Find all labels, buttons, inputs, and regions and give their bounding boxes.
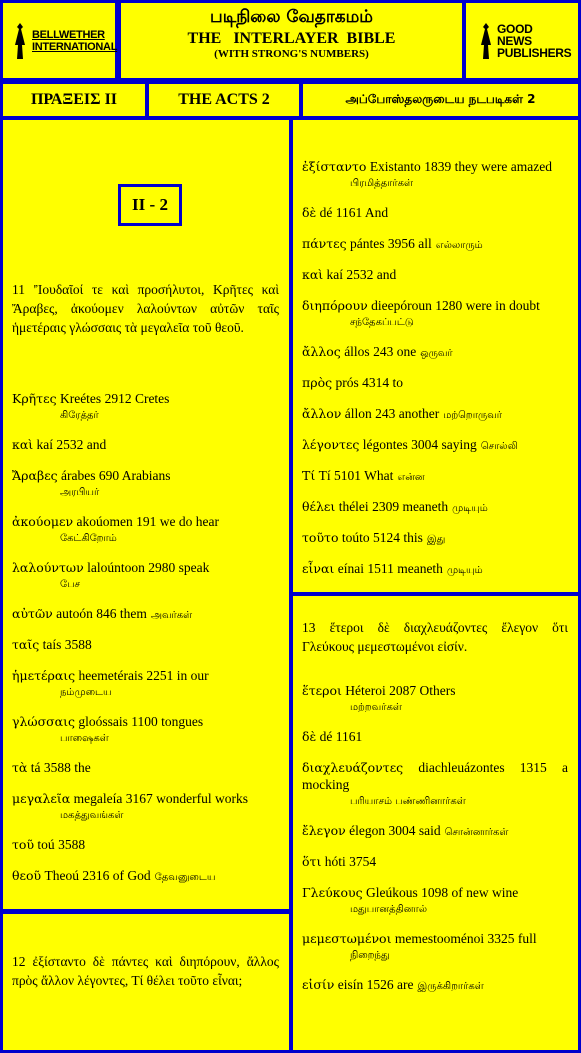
tamil-gloss [388,209,392,220]
greek-word: δὲ [302,729,317,744]
tamil-gloss [403,379,407,390]
transliteration: hóti [324,854,346,869]
english-gloss: full [517,931,537,946]
greek-word: ἔλεγον [302,823,346,838]
verse-12-text: 12 ἐξίσταντο δὲ πάντες καὶ διηπόρουν, ἄλλος πρὸς ἄλλον λέγοντες, Τί θέλει τοῦτο εἶναι; [12,954,279,988]
greek-word: ταῖς [12,637,40,652]
tamil-gloss: ஒருவர் [420,348,453,359]
strongs-number: 690 [98,468,120,483]
transliteration: heemetérais [78,668,144,683]
tamil-gloss: என்ன [397,472,425,483]
word-entry [302,976,568,995]
word-entry [302,853,568,872]
transliteration: diachleuázontes [418,760,505,775]
tamil-gloss: சொல்லி [480,441,518,452]
transliteration: dieepóroun [371,298,432,313]
strongs-number: 3167 [125,791,153,806]
transliteration: akoúomen [76,514,133,529]
greek-word: διηπόρουν [302,298,368,313]
transliteration: Theoú [44,868,80,883]
greek-word: πάντες [302,236,347,251]
greek-word: γλώσσαις [12,714,75,729]
word-entry [12,513,279,547]
verse-11-panel [0,117,292,912]
strongs-number: 1161 [335,205,363,220]
word-entry [12,559,279,593]
greek-word: λαλούντων [12,560,84,575]
figure-icon [10,21,30,61]
strongs-number: 1839 [424,159,452,174]
transliteration: élegon [349,823,386,838]
verse-11-word-list [12,390,279,898]
title-tamil: படிநிலை வேதாகமம் [210,7,373,27]
verse-12-word-list [302,158,568,591]
word-entry [12,636,279,655]
tamil-gloss: அவர்கள் [150,610,193,621]
english-gloss: this [403,530,423,545]
title-english: THE INTERLAYER BIBLE [187,30,396,47]
word-entry [302,343,568,362]
greek-word: ἕτεροι [302,683,342,698]
verse-11-text: 11 'Ἰουδαῖοί τε καὶ προσήλυτοι, Κρῆτες καὶ Ἄραβες, ἀκούομεν λαλούντων αὐτῶν ταῖς ἡμετέραις γλώσσαις τὰ μεγαλεῖα τοῦ θεοῦ. [12,282,279,335]
english-gloss: them [119,606,147,621]
tamil-gloss [362,733,366,744]
greek-word: ἄλλον [302,406,342,421]
greek-word: τὰ [12,760,28,775]
tamil-gloss: நம்முடைய [60,687,112,698]
word-entry [302,682,568,716]
greek-word: πρὸς [302,375,333,390]
english-gloss: the [74,760,91,775]
strongs-number: 2980 [148,560,176,575]
word-entry [302,467,568,486]
greek-word: τοῦ [12,837,35,852]
tamil-gloss: அரபியர் [60,487,100,498]
transliteration: légontes [362,437,408,452]
tamil-gloss: பேச [60,579,81,590]
word-entry [12,667,279,701]
tamil-gloss: தேவனுடைய [154,872,216,883]
strongs-number: 1100 [131,714,158,729]
transliteration: taís [42,637,62,652]
english-gloss: What [364,468,394,483]
verse-13-panel [290,593,581,1053]
transliteration: dé [319,729,333,744]
english-gloss: and [376,267,397,282]
transliteration: pántes [350,236,385,251]
transliteration: toúto [341,530,370,545]
greek-word: διαχλευάζοντες [302,760,404,775]
strongs-number: 2912 [104,391,132,406]
transliteration: állos [344,344,370,359]
english-gloss: were in doubt [465,298,540,313]
transliteration: állon [344,406,372,421]
strongs-number: 1526 [366,977,394,992]
tamil-gloss: மகத்துவங்கள் [60,810,124,821]
greek-word: εἰσίν [302,977,335,992]
greek-word: ἐξίσταντο [302,159,367,174]
word-entry [12,713,279,747]
book-tamil: அப்போஸ்தலருடைய நடபடிகள் 2 [300,81,581,119]
tamil-gloss [376,858,380,869]
greek-word: ἄλλος [302,344,341,359]
transliteration: Héteroi [345,683,386,698]
strongs-number: 2087 [389,683,417,698]
word-entry [302,405,568,424]
strongs-number: 3588 [58,837,86,852]
english-gloss: And [364,205,389,220]
greek-word: εἶναι [302,561,335,576]
greek-word: Τί [302,468,316,483]
transliteration: laloúntoon [87,560,145,575]
book-greek: ΠΡΑΞΕΙΣ ΙΙ [0,81,148,119]
greek-word: θέλει [302,499,336,514]
english-gloss: of God [112,868,151,883]
english-gloss: are [397,977,414,992]
strongs-number: 2532 [56,437,84,452]
strongs-number: 191 [136,514,157,529]
word-entry [12,467,279,501]
greek-word: τοῦτο [302,530,339,545]
tamil-gloss [396,271,400,282]
transliteration: prós [335,375,359,390]
tamil-gloss: கிரேத்தர் [60,410,99,421]
english-gloss: they were amazed [454,159,553,174]
word-entry [12,867,279,886]
goodnews-logo [463,0,581,81]
book-english: THE ACTS 2 [146,81,302,119]
verse-12-words-panel [290,117,581,595]
strongs-number: 1098 [421,885,449,900]
greek-word: μεγαλεῖα [12,791,71,806]
english-gloss: tongues [161,714,204,729]
transliteration: Tí [318,468,331,483]
title-block [118,0,465,81]
tamil-gloss: இது [426,534,446,545]
tamil-gloss: பரியாசம் பண்ணினார்கள் [350,796,466,807]
tamil-gloss: முடியும் [452,503,488,514]
word-entry [302,235,568,254]
transliteration: eisín [337,977,364,992]
greek-word: μεμεστωμένοι [302,931,392,946]
transliteration: gloóssais [78,714,128,729]
strongs-number: 3588 [64,637,92,652]
english-gloss: speak [178,560,210,575]
greek-word: δὲ [302,205,317,220]
word-entry [12,605,279,624]
english-gloss: and [86,437,107,452]
english-gloss: we do hear [159,514,219,529]
transliteration: dé [319,205,333,220]
strongs-number: 3325 [487,931,515,946]
transliteration: tá [30,760,41,775]
word-entry [12,759,279,778]
strongs-number: 3956 [387,236,415,251]
tamil-gloss [85,841,89,852]
transliteration: eínai [337,561,364,576]
word-entry [302,884,568,918]
english-gloss: Arabians [121,468,171,483]
transliteration: árabes [61,468,96,483]
greek-word: Ἄραβες [12,468,58,483]
strongs-number: 4314 [362,375,390,390]
transliteration: autoón [56,606,93,621]
tamil-gloss: முடியும் [446,565,483,576]
word-entry [302,822,568,841]
word-entry [302,728,568,747]
transliteration: kaí [326,267,344,282]
word-entry [302,529,568,548]
strongs-number: 2532 [346,267,374,282]
word-entry [302,158,568,192]
strongs-number: 2309 [372,499,400,514]
strongs-number: 243 [373,344,394,359]
strongs-number: 3588 [43,760,71,775]
transliteration: toú [37,837,55,852]
tamil-gloss: பிரமித்தார்கள் [350,178,414,189]
strongs-number: 1161 [335,729,363,744]
tamil-gloss: சொன்னார்கள் [444,827,509,838]
tamil-gloss: மதுபானத்தினால் [350,904,428,915]
tamil-gloss: நிறைந்து [350,950,390,961]
strongs-number: 2251 [146,668,174,683]
word-entry [302,759,568,810]
word-entry [12,790,279,824]
chapter-label: II - 2 [118,184,182,226]
english-gloss: one [396,344,417,359]
greek-word: αὐτῶν [12,606,53,621]
english-gloss: another [398,406,440,421]
word-entry [12,390,279,424]
greek-word: Κρῆτες [12,391,57,406]
english-gloss: Others [419,683,456,698]
strongs-number: 1511 [367,561,394,576]
english-gloss: of new wine [451,885,519,900]
greek-word: ὅτι [302,854,322,869]
english-gloss: wonderful works [156,791,248,806]
transliteration: Gleúkous [365,885,418,900]
greek-word: καὶ [12,437,34,452]
strongs-number: 5124 [373,530,400,545]
strongs-number: 1315 [519,760,547,775]
english-gloss: said [418,823,441,838]
tamil-gloss: கேட்கிறோம் [60,533,117,544]
tamil-gloss [91,764,95,775]
verse-13-text: 13 ἕτεροι δὲ διαχλευάζοντες ἔλεγον ὅτι Γλεύκους μεμεστωμένοι εἰσίν. [302,620,568,654]
tamil-gloss: இருக்கிறார்கள் [417,981,484,992]
tamil-gloss: எல்லாரும் [435,240,483,251]
word-entry [302,266,568,285]
english-gloss: Cretes [134,391,170,406]
tamil-gloss: மற்றவர்கள் [350,702,402,713]
strongs-number: 3754 [349,854,377,869]
transliteration: thélei [338,499,369,514]
figure-icon [477,21,495,61]
transliteration: megaleía [73,791,123,806]
word-entry [12,436,279,455]
word-entry [302,560,568,579]
word-entry [302,204,568,223]
verse-13-word-list [302,682,568,1007]
word-entry [302,930,568,964]
tamil-gloss [92,641,96,652]
strongs-number: 5101 [334,468,361,483]
title-sub: (WITH STRONG'S NUMBERS) [214,48,369,60]
tamil-gloss: மற்றொருவர் [443,410,503,421]
word-entry [302,374,568,393]
greek-word: ἡμετέραις [12,668,76,683]
word-entry [302,436,568,455]
right-logo-text: GOOD NEWS PUBLISHERS [497,21,572,60]
greek-word: θεοῦ [12,868,42,883]
english-gloss: in our [176,668,209,683]
transliteration: Existanto [369,159,421,174]
word-entry [12,836,279,855]
greek-word: καὶ [302,267,324,282]
transliteration: Kreétes [59,391,102,406]
strongs-number: 243 [375,406,396,421]
strongs-number: 1280 [435,298,463,313]
greek-word: Γλεύκους [302,885,363,900]
word-entry [302,498,568,517]
english-gloss: all [418,236,432,251]
left-logo-text: BELLWETHER INTERNATIONAL [32,28,118,53]
verse-12-panel [0,911,292,1053]
english-gloss: a mocking [302,760,568,792]
tamil-gloss [106,441,110,452]
strongs-number: 3004 [388,823,416,838]
greek-word: ἀκούομεν [12,514,74,529]
transliteration: kaí [36,437,54,452]
word-entry [302,297,568,331]
strongs-number: 846 [96,606,117,621]
transliteration: memestooménoi [394,931,485,946]
english-gloss: saying [441,437,477,452]
strongs-number: 3004 [411,437,439,452]
english-gloss: to [392,375,403,390]
english-gloss: meaneth [402,499,449,514]
bellwether-logo [0,0,118,81]
strongs-number: 2316 [82,868,110,883]
greek-word: λέγοντες [302,437,360,452]
tamil-gloss: சந்தேகப்பட்டு [350,317,414,328]
tamil-gloss: பாஷைகள் [60,733,109,744]
english-gloss: meaneth [397,561,443,576]
